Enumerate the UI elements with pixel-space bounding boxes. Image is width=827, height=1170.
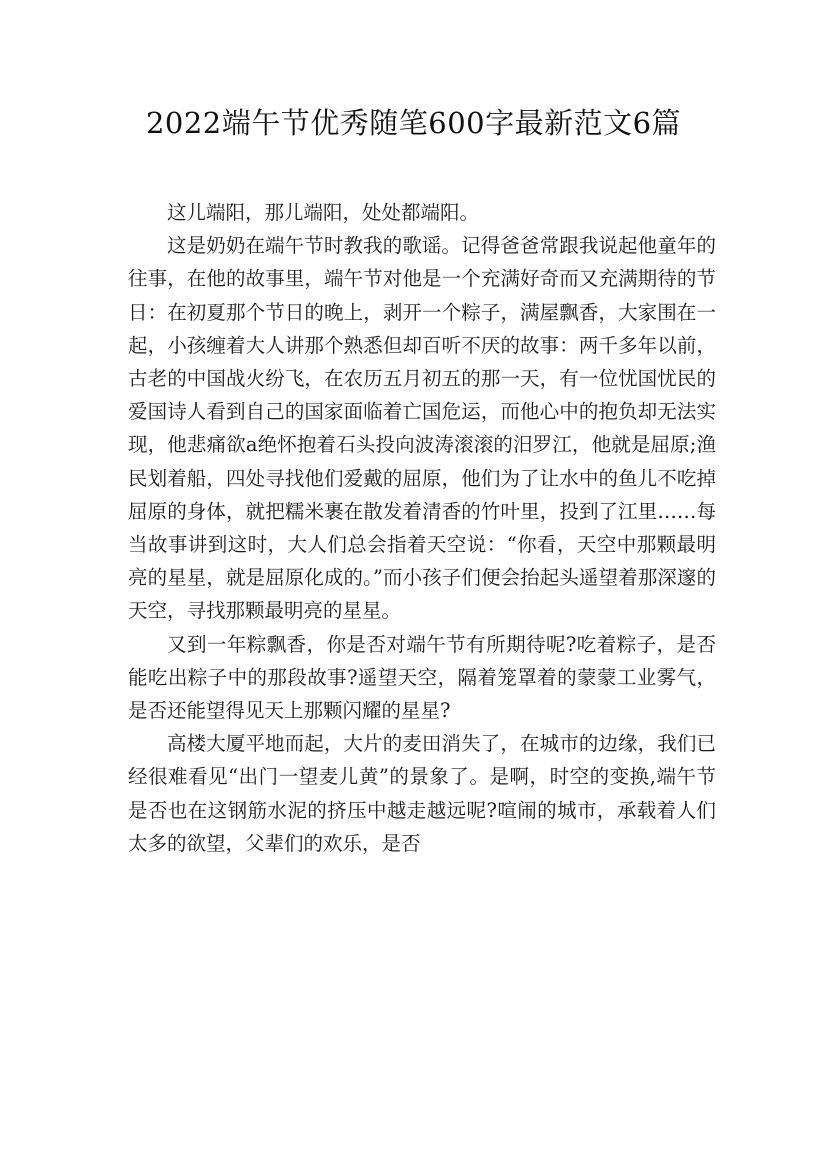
paragraph: 高楼大厦平地而起，大片的麦田消失了，在城市的边缘，我们已经很难看见“出门一望麦儿黄”的景象了。是啊，时空的变换,端午节是否也在这钢筋水泥的挤压中越走越远呢?喧闹的城市，承载着人们太多的欲望，父辈们的欢乐，是否 (128, 732, 716, 855)
paragraph: 这儿端阳，那儿端阳，处处都端阳。 (167, 201, 480, 224)
document-body (128, 196, 716, 860)
document-title: 2022端午节优秀随笔600字最新范文6篇 (145, 106, 682, 140)
paragraph: 又到一年粽飘香，你是否对端午节有所期待呢?吃着粽子，是否能吃出粽子中的那段故事?遥望天空，隔着笼罩着的蒙蒙工业雾气，是否还能望得见天上那颗闪耀的星星? (128, 632, 716, 723)
paragraph: 这是奶奶在端午节时教我的歌谣。记得爸爸常跟我说起他童年的往事，在他的故事里，端午节对他是一个充满好奇而又充满期待的节日：在初夏那个节日的晚上，剥开一个粽子，满屋飘香，大家围在一起，小孩缠着大人讲那个熟悉但却百听不厌的故事：两千多年以前，古老的中国战火纷飞，在农历五月初五的那一天，有一位忧国忧民的爱国诗人看到自己的国家面临着亡国危运，而他心中的抱负却无法实现，他悲痛欲a绝怀抱着石头投向波涛滚滚的汨罗江，他就是屈原;渔民划着船，四处寻找他们爱戴的屈原，他们为了让水中的鱼儿不吃掉屈原的身体，就把糯米裹在散发着清香的竹叶里，投到了江里……每当故事讲到这时，大人们总会指着天空说：“你看，天空中那颗最明亮的星星，就是屈原化成的。”而小孩子们便会抬起头遥望着那深邃的天空，寻找那颗最明亮的星星。 (128, 234, 716, 623)
